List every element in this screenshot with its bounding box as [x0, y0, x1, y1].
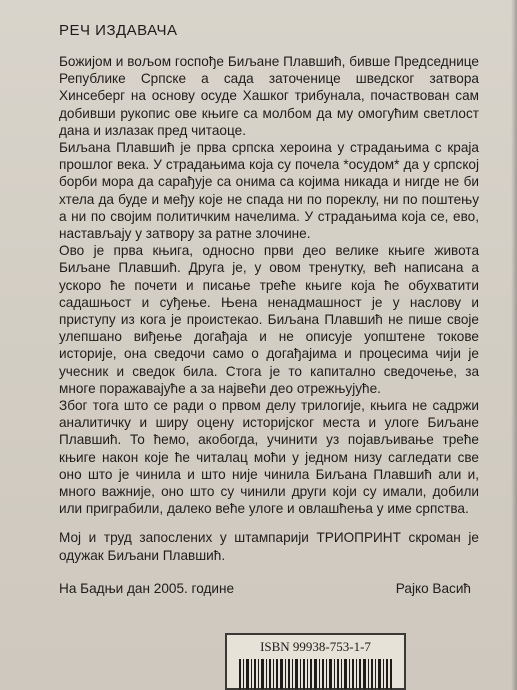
- page-edge-shadow: [511, 0, 517, 690]
- isbn-label: ISBN 99938-753-1-7: [260, 639, 371, 654]
- paragraph-4: Због тога што се ради о првом делу трилогије, књига не садржи аналитичку и ширу оцену историјског места и улоге Биљане Плавшић. То ћемо, акобогда, учинити уз појављивање треће књиге након које ће читалац моћи у једном низу сагледати све оно што је чинила и што није чинила Биљана Плавшић али и, много важније, оно што су чинили други који су имали, добили или приграбили, далеко веће улоге и овлашћења у име српства.: [59, 398, 479, 517]
- spacer: [59, 564, 479, 580]
- barcode-icon: [237, 659, 395, 689]
- publisher-note: [59, 22, 479, 597]
- signature: Рајко Васић: [395, 580, 471, 596]
- page-heading: РЕЧ ИЗДАВАЧА: [59, 22, 178, 39]
- spacer: [59, 517, 479, 529]
- paragraph-5: Мој и труд запослених у штампарији ТРИОПРИНТ скроман је одужак Биљани Плавшић.: [59, 530, 479, 563]
- paragraph-2: Биљана Плавшић је прва српска хероина у страдањима с краја прошлог века. У страдањима која су почела *осудом* да у српској борби мора да сарађује са онима са којима никада и нигде не би хтела да буде и међу које не спада ни по пореклу, ни по поштењу а ни по својим политичким начелима. У страдањима која се, ево, настављају у затвору за ратне злочине.: [59, 140, 479, 242]
- date-line: На Бадњи дан 2005. године: [59, 580, 235, 596]
- closing-row: [59, 580, 479, 597]
- paragraph-1: Божијом и вољом госпође Биљане Плавшић, бивше Председнице Републике Српске а сада заточенице шведског затвора Хинсеберг на основу осуде Хашког трибунала, почаствован сам добивши рукопис ове књиге са молбом да му омогућим светлост дана и излазак пред читаоце.: [59, 54, 479, 138]
- isbn-box: [225, 633, 406, 690]
- paragraph-3: Ово је прва књига, односно први део велике књиге живота Биљане Плавшић. Друга је, у овом тренутку, већ написана а ускоро ће почети и писање треће књиге која ће обухватити садашњост и суђење. Њена ненадмашност је у наслову и приступу из кога је проистекао. Биљана Плавшић не пише своје улепшано виђење догађаја и не описује уопштене токове историје, она сведочи само о догађајима и процесима чији је учесник и сведок била. Стога је то капитално сведочење, за многе поражавајуће а за највећи део отрежњујуће.: [59, 243, 479, 396]
